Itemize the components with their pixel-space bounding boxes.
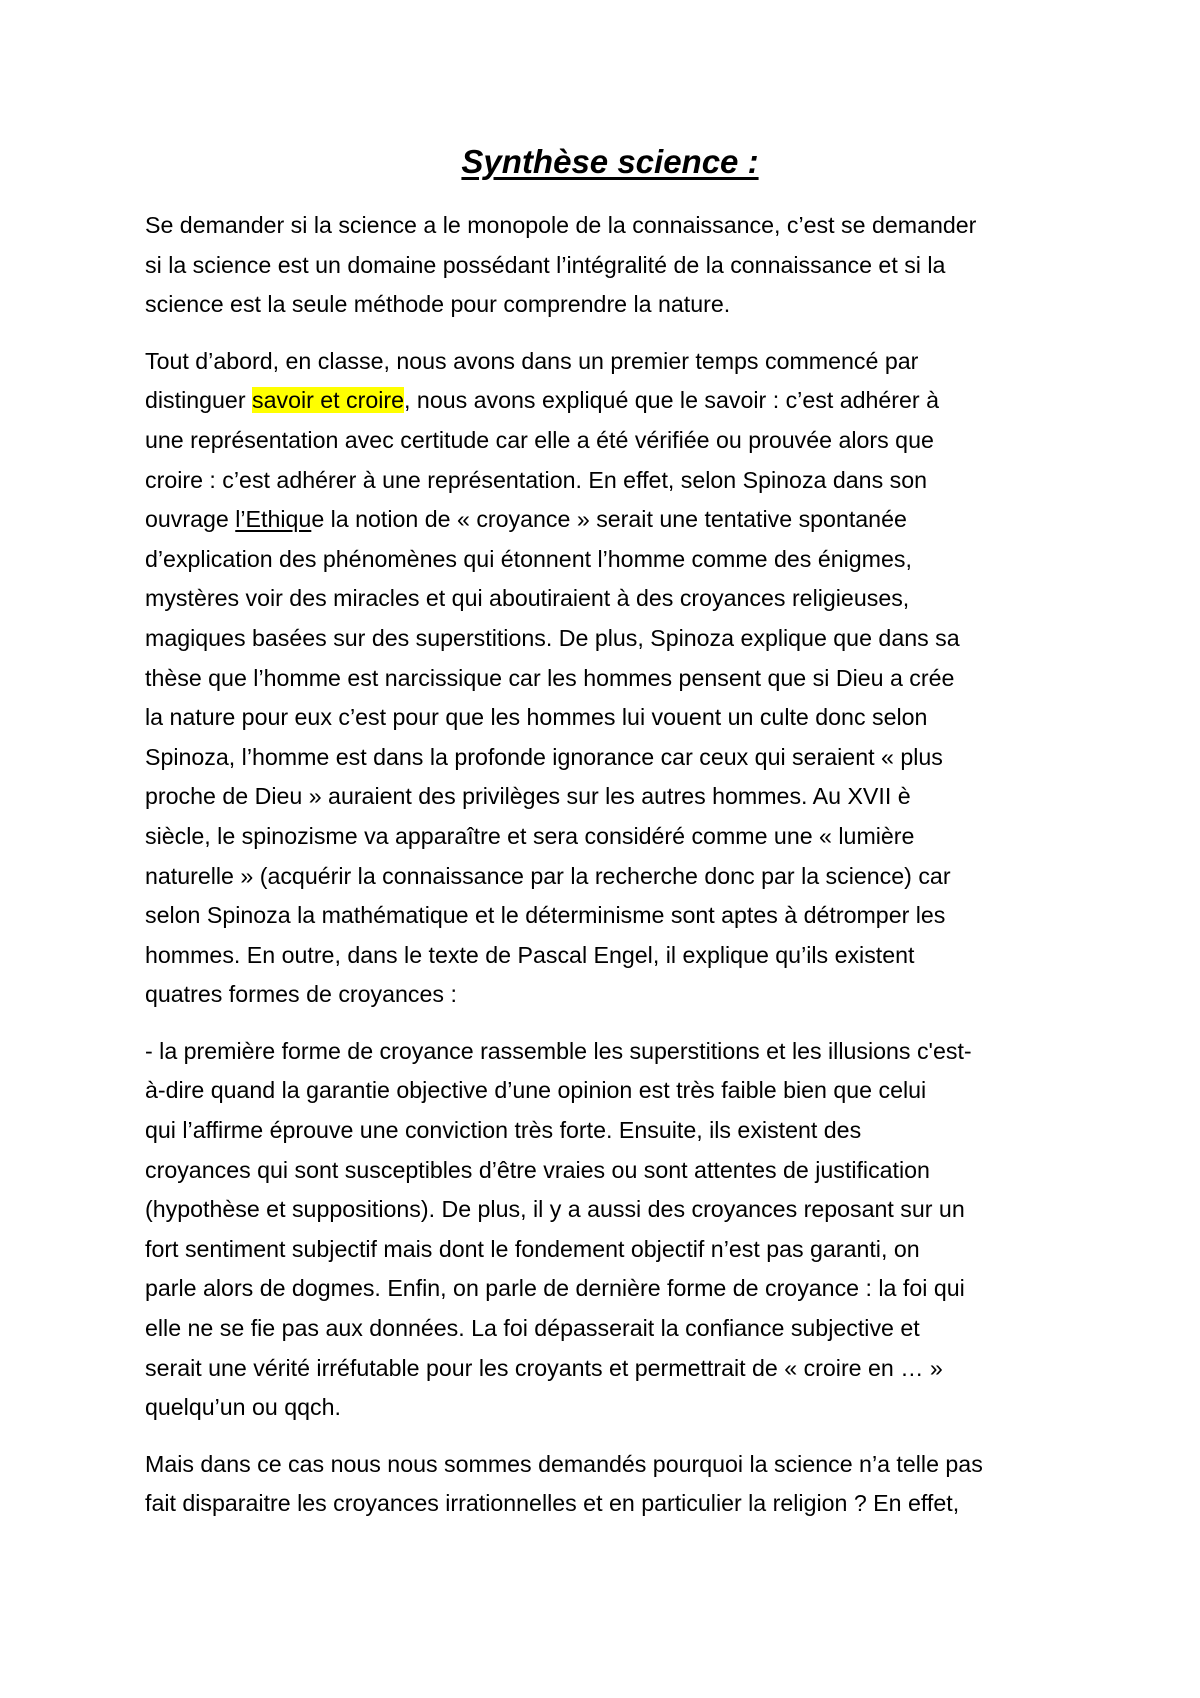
text-line: selon Spinoza la mathématique et le déterminisme sont aptes à détromper les xyxy=(145,902,946,929)
text-line: parle alors de dogmes. Enfin, on parle de dernière forme de croyance : la foi qui xyxy=(145,1275,965,1302)
text-line: Se demander si la science a le monopole de la connaissance, c’est se demander xyxy=(145,212,977,238)
paragraph-spinoza xyxy=(145,342,1075,1015)
text-line: fort sentiment subjectif mais dont le fondement objectif n’est pas garanti, on xyxy=(145,1235,920,1262)
document-title: Synthèse science : xyxy=(461,143,759,180)
highlighted-text: savoir et croire xyxy=(251,387,405,414)
text-line: (hypothèse et suppositions). De plus, il y a aussi des croyances reposant sur un xyxy=(145,1196,965,1223)
text-line: mystères voir des miracles et qui aboutiraient à des croyances religieuses, xyxy=(145,585,910,612)
paragraph-question xyxy=(145,1445,1075,1524)
text-fragment: e la notion de « croyance » serait une tentative spontanée xyxy=(311,506,907,533)
text-line: Mais dans ce cas nous nous sommes demandés pourquoi la science n’a telle pas xyxy=(145,1450,983,1477)
text-line xyxy=(145,381,1075,421)
underlined-title: l’Ethiqu xyxy=(235,506,312,533)
text-line: naturelle » (acquérir la connaissance par la recherche donc par la science) car xyxy=(145,862,951,889)
text-line: thèse que l’homme est narcissique car les hommes pensent que si Dieu a crée xyxy=(145,664,955,691)
paragraph-croyances xyxy=(145,1032,1075,1428)
text-line: magiques basées sur des superstitions. De plus, Spinoza explique que dans sa xyxy=(145,624,960,651)
text-line: science est la seule méthode pour comprendre la nature. xyxy=(145,291,731,318)
text-line: hommes. En outre, dans le texte de Pascal Engel, il explique qu’ils existent xyxy=(145,941,915,968)
text-line: serait une vérité irréfutable pour les croyants et permettrait de « croire en … » xyxy=(145,1354,943,1381)
text-fragment: distinguer xyxy=(145,387,252,414)
text-line xyxy=(145,500,1075,540)
text-line: la nature pour eux c’est pour que les hommes lui vouent un culte donc selon xyxy=(145,704,928,731)
text-line: croire : c’est adhérer à une représentation. En effet, selon Spinoza dans son xyxy=(145,466,927,493)
text-line: - la première forme de croyance rassemble les superstitions et les illusions c'est- xyxy=(145,1037,972,1064)
text-line: Spinoza, l’homme est dans la profonde ignorance car ceux qui seraient « plus xyxy=(145,743,943,770)
text-line: elle ne se fie pas aux données. La foi dépasserait la confiance subjective et xyxy=(145,1315,920,1342)
text-line: quatres formes de croyances : xyxy=(145,981,457,1008)
text-line: d’explication des phénomènes qui étonnent l’homme comme des énigmes, xyxy=(145,545,912,572)
text-line: qui l’affirme éprouve une conviction très forte. Ensuite, ils existent des xyxy=(145,1117,862,1144)
text-line: quelqu’un ou qqch. xyxy=(145,1394,341,1421)
text-fragment: ouvrage xyxy=(145,506,236,533)
text-line: proche de Dieu » auraient des privilèges sur les autres hommes. Au XVII è xyxy=(145,783,911,810)
text-line: croyances qui sont susceptibles d’être vraies ou sont attentes de justification xyxy=(145,1156,930,1183)
text-line: fait disparaitre les croyances irrationnelles et en particulier la religion ? En effet, xyxy=(145,1490,960,1517)
document-page xyxy=(145,140,1075,1541)
text-fragment: , nous avons expliqué que le savoir : c’est adhérer à xyxy=(404,387,939,414)
text-line: à-dire quand la garantie objective d’une opinion est très faible bien que celui xyxy=(145,1077,927,1104)
text-line: une représentation avec certitude car elle a été vérifiée ou prouvée alors que xyxy=(145,426,934,453)
text-line: siècle, le spinozisme va apparaître et sera considéré comme une « lumière xyxy=(145,822,915,849)
paragraph-intro xyxy=(145,206,1075,325)
text-line: si la science est un domaine possédant l’intégralité de la connaissance et si la xyxy=(145,251,946,278)
text-line: Tout d’abord, en classe, nous avons dans un premier temps commencé par xyxy=(145,347,919,374)
